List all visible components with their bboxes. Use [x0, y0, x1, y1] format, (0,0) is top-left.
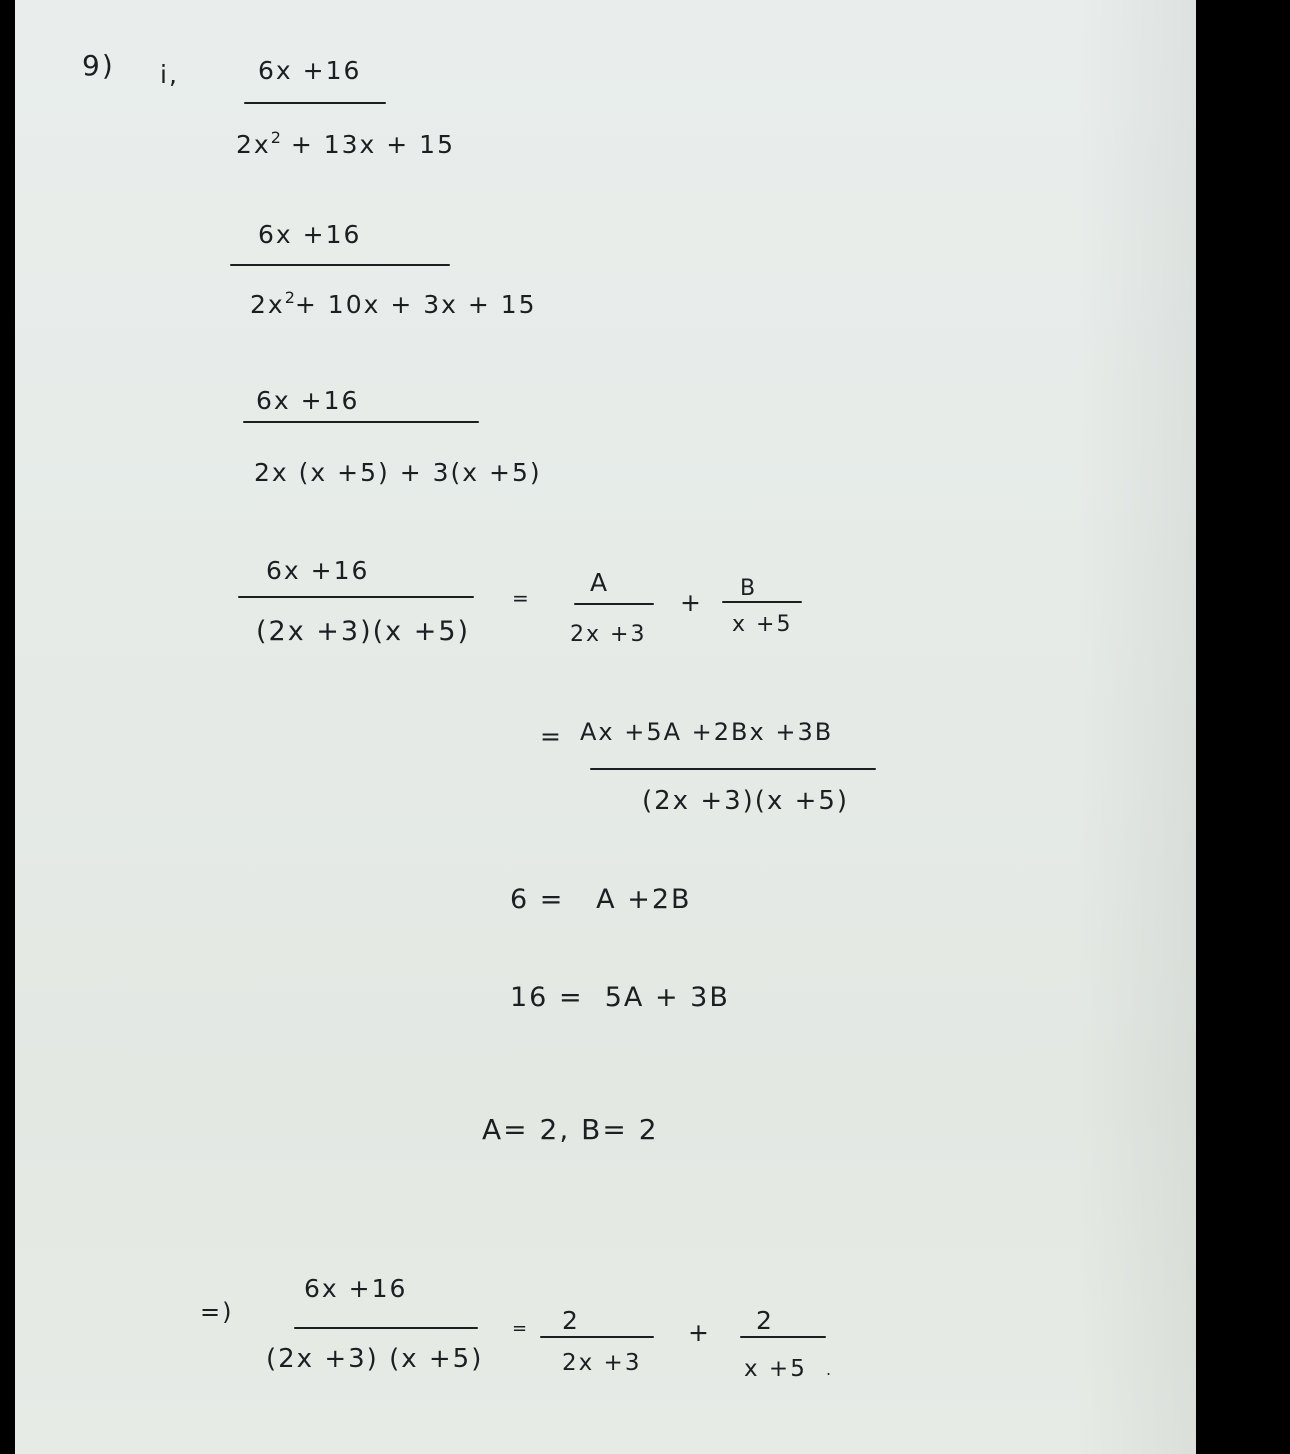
step4-numerator: 6x +16: [266, 556, 370, 585]
equation2: 16 = 5A + 3B: [510, 982, 730, 1013]
step4-denominator: (2x +3)(x +5): [256, 616, 471, 647]
step2-denominator: $2x^2+ 10x + 3x + 15$: [250, 288, 537, 319]
final-term1-bar: [540, 1336, 654, 1338]
final-numerator: 6x +16: [304, 1274, 408, 1303]
implies-arrow: =): [200, 1298, 234, 1326]
step4-fraction-bar: [238, 596, 474, 598]
final-term2-bar: [740, 1336, 826, 1338]
step4-term2-numerator: B: [740, 576, 758, 601]
final-period: .: [826, 1360, 834, 1379]
final-plus: +: [688, 1318, 711, 1347]
final-term1-denominator: 2x +3: [562, 1350, 642, 1376]
step2-numerator: 6x +16: [258, 220, 362, 249]
final-term2-denominator: x +5: [744, 1356, 807, 1382]
final-denominator: (2x +3) (x +5): [266, 1344, 484, 1374]
final-term1-numerator: 2: [562, 1306, 580, 1335]
step5-fraction-bar: [590, 768, 876, 770]
step4-equals: =: [512, 586, 531, 610]
step4-term1-denominator: 2x +3: [570, 622, 647, 647]
step4-term2-bar: [722, 601, 802, 603]
step3-numerator: 6x +16: [256, 386, 360, 415]
step1-numerator: 6x +16: [258, 56, 362, 85]
step4-term1-bar: [574, 603, 654, 605]
final-fraction-bar: [294, 1327, 478, 1329]
part-label: i,: [160, 60, 179, 89]
step4-term2-denominator: x +5: [732, 612, 793, 637]
final-equals: =: [512, 1318, 530, 1339]
step3-denominator: 2x (x +5) + 3(x +5): [254, 458, 542, 487]
step5-denominator: (2x +3)(x +5): [642, 786, 850, 816]
step1-denominator: $2x^2 + 13x + 15$: [236, 128, 455, 159]
final-term2-numerator: 2: [756, 1306, 774, 1335]
step4-term1-numerator: A: [590, 568, 610, 597]
question-number: 9): [82, 49, 115, 82]
step2-fraction-bar: [230, 264, 450, 266]
step3-fraction-bar: [243, 421, 479, 423]
equation1: 6 = A +2B: [510, 884, 692, 915]
solution-values: A= 2, B= 2: [482, 1113, 659, 1146]
step1-fraction-bar: [244, 102, 386, 104]
step5-numerator: Ax +5A +2Bx +3B: [580, 718, 834, 746]
step4-plus: +: [680, 588, 703, 617]
step5-equals: =: [540, 722, 563, 751]
